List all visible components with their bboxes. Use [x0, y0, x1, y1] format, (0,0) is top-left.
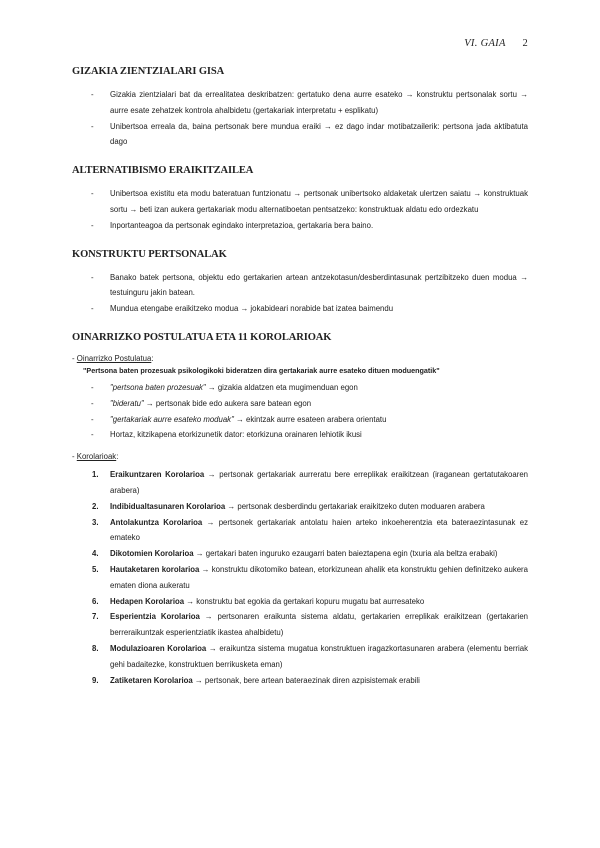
list-item: - Unibertsoa erreala da, baina pertsonak bere mundua eraiki → ez dago indar motibatzailerik: pertsona jada aktibatuta dago [91, 119, 528, 151]
list-item: - Mundua etengabe eraikitzeko modua → jokabideari norabide bat izatea baimendu [91, 301, 528, 317]
list-item [92, 641, 528, 673]
corollary-name: Hautaketaren korolarioa [110, 564, 200, 574]
section-konstruktu [72, 249, 528, 317]
list-item [91, 380, 528, 396]
item-number: 3. [92, 517, 99, 527]
explanation: Hortaz, kitzikapena etorkizunetik dator: etorkizuna orainaren lehiotik ikusi [110, 430, 362, 440]
list-item: - Unibertsoa existitu eta modu bateratuan funtzionatu → pertsonak unibertsoko aldaketak ulertzen saiatu → konstruktuak sortu → beti izan aukera gertakariak modu alternatiboetan pentsatzeko: konstruktuak aldatu edo ordezkatu [91, 186, 528, 218]
list-item [91, 396, 528, 412]
page-body [72, 66, 528, 688]
section-gizakia [72, 66, 528, 150]
term: "pertsona baten prozesuak" [110, 382, 206, 392]
list-item [92, 673, 528, 689]
term: "gertakariak aurre esateko moduak" [110, 414, 234, 424]
list-item: - Gizakia zientzialari bat da errealitatea deskribatzen: gertatuko dena aurre esateko → konstruktu pertsonalak sortu → aurre esate zehatzek kontrola ahalbidetu (gertakariak interpretatu + esplikatu) [91, 87, 528, 119]
corollary-label [72, 451, 528, 463]
postulate-quote: "Pertsona baten prozesuak psikologikoki bideratzen dira gertakariak aurre esateko dituen moduengatik" [83, 365, 440, 375]
list-item [92, 594, 528, 610]
corollary-name: Eraikuntzaren Korolarioa [110, 470, 205, 480]
dash: - [72, 353, 77, 363]
colon: : [116, 452, 119, 462]
list-item [91, 427, 528, 443]
term: "bideratu" [110, 398, 144, 408]
corollary-name: Esperientzia Korolarioa [110, 612, 200, 622]
chapter-title: VI. GAIA [464, 38, 506, 49]
section-heading: KONSTRUKTU PERTSONALAK [72, 248, 227, 260]
list-item [92, 467, 528, 499]
corollary-text: → konstruktu dikotomiko batean, etorkizunean ahalik eta konstruktu gehien definitzeko aukera ematen diona aukeratu [110, 564, 528, 590]
corollary-text: → pertsonek gertakariak antolatu haien arteko inkoeherentzia eta bateraezintasunak ez emateko [110, 517, 528, 543]
corollary-name: Hedapen Korolarioa [110, 596, 185, 606]
list-item [92, 499, 528, 515]
postulate-label [72, 353, 528, 365]
explanation: → ekintzak aurre esateen arabera orientatu [233, 414, 387, 424]
corollary-text: → pertsonaren eraikunta sistema aldatu, gertakarien erreplikak eraikitzean (gertakarien berreraikuntzak esperientziatik ikastea ahalbidetu) [110, 612, 528, 638]
list-item [92, 546, 528, 562]
list-item [91, 412, 528, 428]
corollary-name: Antolakuntza Korolarioa [110, 517, 203, 527]
corollary-name: Indibidualtasunaren Korolarioa [110, 501, 226, 511]
item-number: 6. [92, 596, 99, 606]
item-number: 5. [92, 564, 99, 574]
postulate-title: Oinarrizko Postulatua [76, 353, 152, 363]
item-number: 2. [92, 501, 99, 511]
corollary-list [72, 467, 528, 688]
section-heading: ALTERNATIBISMO ERAIKITZAILEA [72, 165, 254, 177]
page-number: 2 [522, 38, 528, 49]
colon: : [151, 353, 154, 363]
item-number: 4. [92, 549, 99, 559]
corollary-text: → pertsonak desberdindu gertakariak eraikitzeko duten moduaren arabera [225, 501, 485, 511]
list-item [92, 515, 528, 547]
item-number: 1. [92, 470, 99, 480]
corollary-text: → pertsonak gertakariak aurreratu bere erreplikak eraikitzean (iraganean gertatutakoaren arabera) [110, 470, 528, 495]
corollary-text: → konstruktu bat egokia da gertakari kopuru mugatu bat aurresateko [184, 596, 425, 606]
list-item [92, 609, 528, 641]
dash: - [72, 452, 77, 462]
corollary-title: Korolarioak [76, 452, 117, 462]
item-number: 7. [92, 612, 99, 622]
list-item [92, 562, 528, 594]
section-postulatua [72, 332, 528, 688]
corollary-name: Zatiketaren Korolarioa [110, 675, 193, 685]
item-number: 8. [92, 643, 99, 653]
item-number: 9. [92, 675, 99, 685]
corollary-text: → gertakari baten inguruko ezaugarri baten baieztapena egin (txuria ala beltza erabaki) [193, 549, 498, 559]
section-alternatibismo [72, 165, 528, 233]
page-header [464, 38, 528, 49]
list-item: - Inportanteagoa da pertsonak egindako interpretazioa, gertakaria bera baino. [91, 218, 528, 234]
explanation: → pertsonak bide edo aukera sare batean egon [143, 398, 312, 408]
list-item: - Banako batek pertsona, objektu edo gertakarien artean antzekotasun/desberdintasunak pertzibitzeko duen modua → testuinguru jakin batean. [91, 270, 528, 302]
section-heading: OINARRIZKO POSTULATUA ETA 11 KOROLARIOAK [72, 331, 332, 343]
corollary-text: → pertsonak, bere artean bateraezinak diren azpisistemak erabili [192, 675, 420, 685]
explanation: → gizakia aldatzen eta mugimenduan egon [205, 382, 358, 392]
corollary-text: → eraikuntza sistema mugatua konstruktuen iragazkortasunaren arabera (elementu berriak gehi badaitezke, konstruktuen berrikusketa eman) [110, 643, 528, 669]
corollary-name: Modulazioaren Korolarioa [110, 643, 207, 653]
corollary-name: Dikotomien Korolarioa [110, 549, 194, 559]
section-heading: GIZAKIA ZIENTZIALARI GISA [72, 66, 225, 77]
